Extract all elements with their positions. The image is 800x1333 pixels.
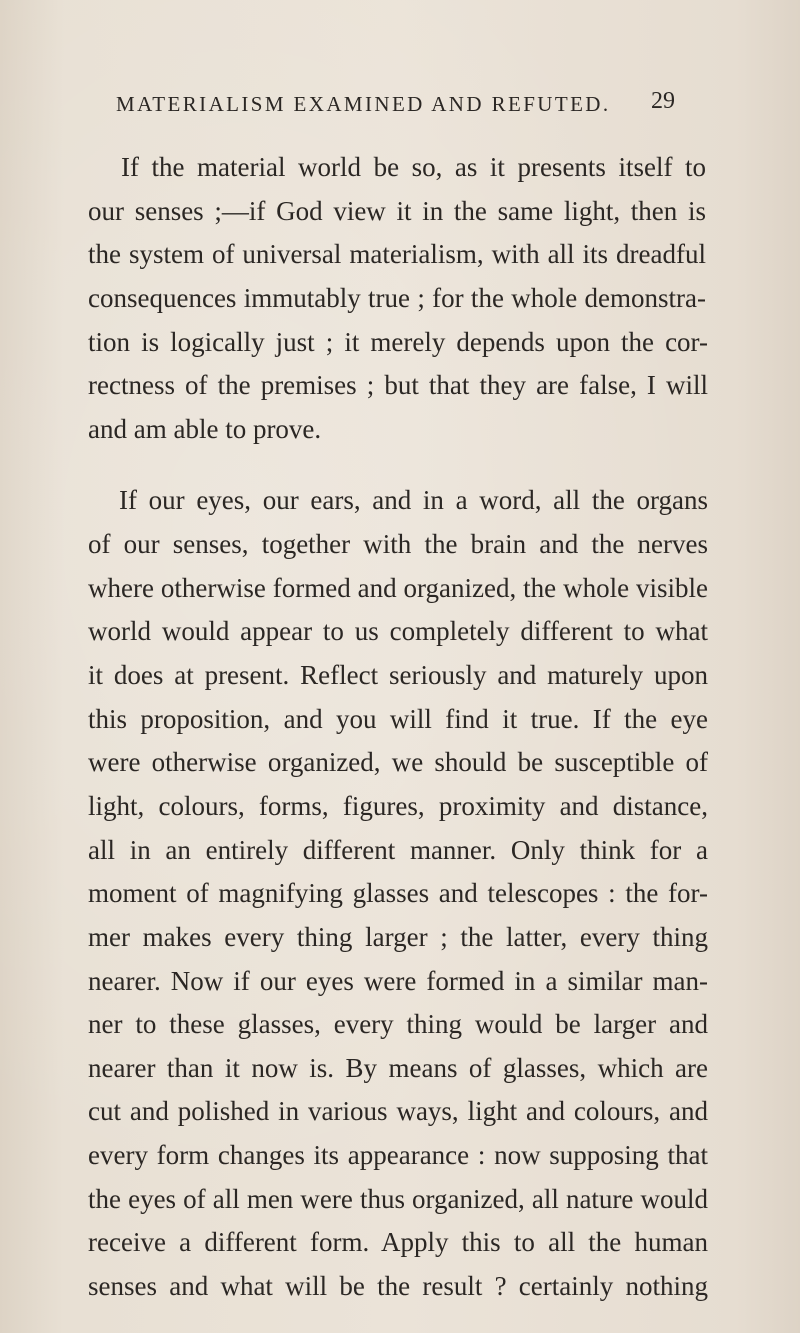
running-title: MATERIALISM EXAMINED AND REFUTED.	[116, 92, 611, 116]
text-line: receive a different form. Apply this to all the human	[88, 1227, 708, 1257]
text-line: were otherwise organized, we should be susceptible of	[88, 747, 708, 777]
text-line: If our eyes, our ears, and in a word, all the organs	[119, 485, 708, 515]
text-line: mer makes every thing larger ; the latter, every thing	[88, 922, 708, 952]
text-line: all in an entirely different manner. Only think for a	[88, 835, 708, 865]
text-line: nearer than it now is. By means of glasses, which are	[88, 1053, 708, 1083]
text-line: the eyes of all men were thus organized, all nature would	[88, 1184, 708, 1214]
text-line: rectness of the premises ; but that they are false, I will	[88, 370, 708, 400]
text-line: of our senses, together with the brain and the nerves	[88, 529, 708, 559]
text-line: this proposition, and you will find it true. If the eye	[88, 704, 708, 734]
text-line: light, colours, forms, figures, proximity and distance,	[88, 791, 708, 821]
text-line: world would appear to us completely different to what	[88, 616, 708, 646]
text-line: and am able to prove.	[88, 414, 322, 444]
text-line: it does at present. Reflect seriously and maturely upon	[88, 660, 708, 690]
text-line: tion is logically just ; it merely depends upon the cor-	[88, 327, 708, 357]
text-line: every form changes its appearance : now supposing that	[88, 1140, 708, 1170]
text-line: moment of magnifying glasses and telescopes : the for-	[88, 878, 708, 908]
text-line: senses and what will be the result ? certainly nothing	[88, 1271, 708, 1301]
text-line: ner to these glasses, every thing would be larger and	[88, 1009, 708, 1039]
text-line: consequences immutably true ; for the whole demonstra-	[88, 283, 706, 313]
text-line: cut and polished in various ways, light and colours, and	[88, 1096, 708, 1126]
running-head	[116, 88, 716, 122]
page-number: 29	[651, 88, 675, 114]
text-line: our senses ;—if God view it in the same light, then is	[88, 196, 706, 226]
text-line: the system of universal materialism, with all its dreadful	[88, 239, 706, 269]
text-line: If the material world be so, as it presents itself to	[121, 152, 706, 182]
text-line: nearer. Now if our eyes were formed in a similar man-	[88, 966, 708, 996]
text-line: where otherwise formed and organized, the whole visible	[88, 573, 708, 603]
